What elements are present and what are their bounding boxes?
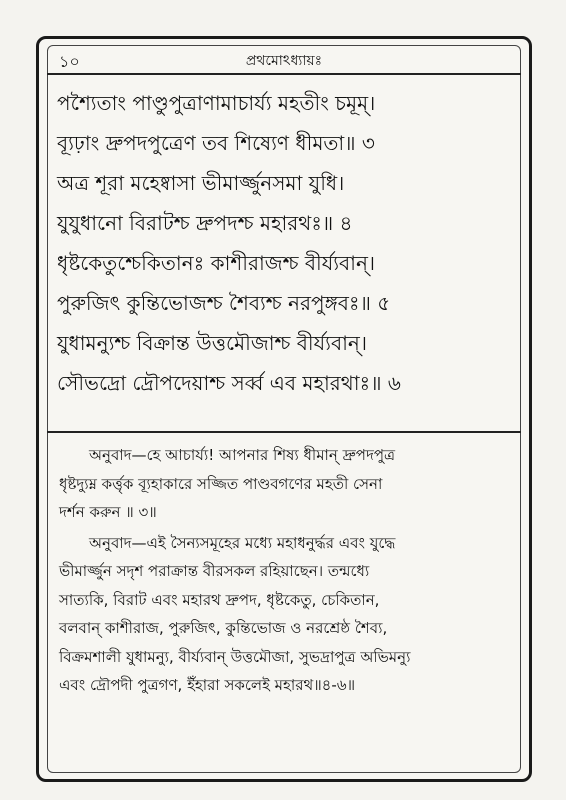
translation-line: ভীমার্জ্জুন সদৃশ পরাক্রান্ত বীরসকল রহিয়াছেন। তন্মধ্যে bbox=[59, 562, 370, 580]
verse-line: অত্র শূরা মহেষ্বাসা ভীমার্জ্জুনসমা যুধি। bbox=[57, 171, 345, 195]
verse-line: পশ্যৈতাং পাণ্ডুপুত্রাণামাচার্য্য মহতীং চমূম্। bbox=[57, 91, 376, 115]
page-header bbox=[57, 47, 511, 71]
sanskrit-verses bbox=[57, 83, 519, 403]
page-number: ১০ bbox=[59, 52, 80, 71]
translation-line: এবং দ্রৌপদী পুত্রগণ, ইঁহারা সকলেই মহারথ॥৪-৬॥ bbox=[59, 676, 356, 694]
chapter-title: প্রথমোঽধ্যায়ঃ bbox=[245, 53, 323, 69]
page-frame bbox=[36, 36, 532, 782]
verse-line: যুযুধানো বিরাটশ্চ দ্রুপদশ্চ মহারথঃ॥ ৪ bbox=[57, 211, 353, 235]
translation-line: দর্শন করুন ॥ ৩॥ bbox=[59, 503, 157, 521]
translation-line: বিক্রমশালী যুধামন্যু, বীর্য্যবান্ উত্তমৌজা, সুভদ্রাপুত্র অভিমন্যু bbox=[59, 647, 411, 666]
verse-line: সৌভদ্রো দ্রৌপদেয়াশ্চ সর্ব্ব এব মহারথাঃ॥ ৬ bbox=[57, 371, 401, 395]
translation-line: সাত্যকি, বিরাট এবং মহারথ দ্রুপদ, ধৃষ্টকেতু, চেকিতান, bbox=[59, 590, 380, 609]
verse-line: যুধামন্যুশ্চ বিক্রান্ত উত্তমৌজাশ্চ বীর্য্যবান্। bbox=[57, 331, 367, 355]
section-divider bbox=[47, 431, 521, 433]
translation-line: বলবান্ কাশীরাজ, পুরুজিৎ, কুন্তিভোজ ও নরশ্রেষ্ঠ শৈব্য, bbox=[59, 619, 388, 637]
translation-paragraph-1 bbox=[59, 441, 515, 527]
translation-paragraph-2 bbox=[59, 529, 515, 700]
translation-line: ধৃষ্টদ্যুম্ন কর্ত্তৃক ব্যূহাকারে সজ্জিত পাণ্ডবগণের মহতী সেনা bbox=[59, 474, 383, 493]
bengali-translation bbox=[59, 441, 515, 700]
translation-line: অনুবাদ—এই সৈন্যসমূহের মধ্যে মহাধনুর্দ্ধর এবং যুদ্ধে bbox=[89, 533, 396, 552]
verse-line: ধৃষ্টকেতুশ্চেকিতানঃ কাশীরাজশ্চ বীর্য্যবান্। bbox=[57, 251, 376, 275]
verse-line: পুরুজিৎ কুন্তিভোজশ্চ শৈব্যশ্চ নরপুঙ্গবঃ॥ ৫ bbox=[57, 291, 391, 315]
verse-line: ব্যূঢ়াং দ্রুপদপুত্রেণ তব শিষ্যেণ ধীমতা॥ ৩ bbox=[57, 131, 375, 155]
translation-line: অনুবাদ—হে আচার্য্য! আপনার শিষ্য ধীমান্ দ্রুপদপুত্র bbox=[89, 446, 396, 464]
header-divider bbox=[47, 73, 521, 75]
